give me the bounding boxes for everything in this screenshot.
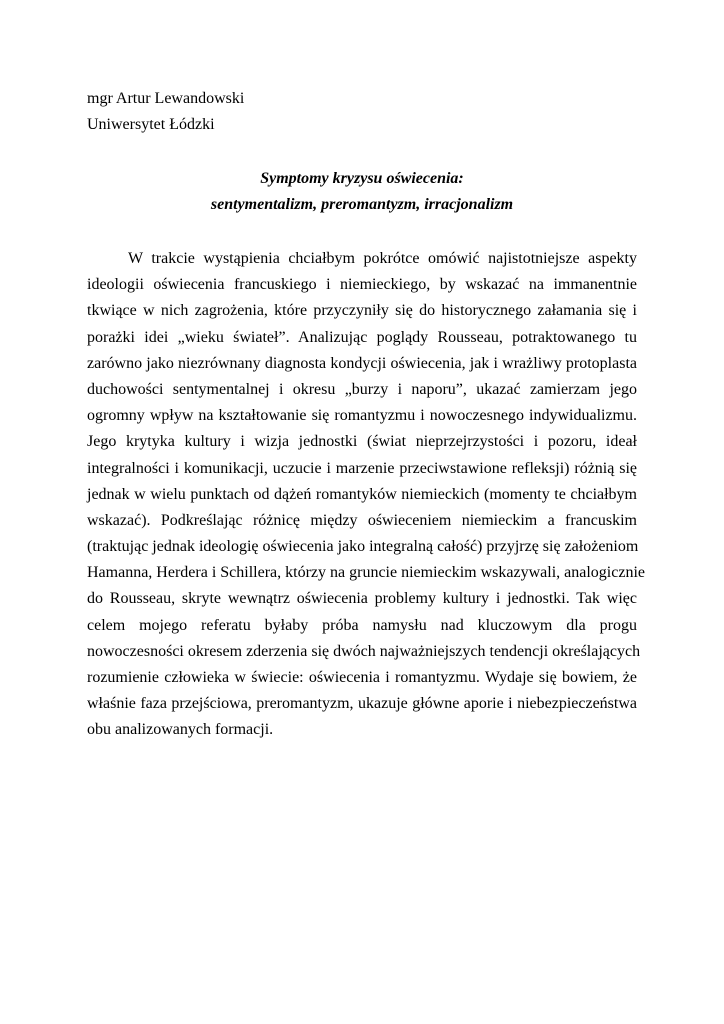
paragraph-line: nowoczesności okresem zderzenia się dwóch najważniejszych tendencji określających: [87, 642, 641, 660]
paragraph-line: ogromny wpływ na kształtowanie się romantyzmu i nowoczesnego indywidualizmu.: [87, 407, 637, 425]
title-block: [87, 166, 637, 218]
paragraph-line: Jego krytyka kultury i wizja jednostki (świat nieprzejrzystości i pozoru, ideał: [87, 433, 637, 451]
title-line-1: Symptomy kryzysu oświecenia:: [260, 170, 464, 187]
paragraph-line: do Rousseau, skryte wewnątrz oświecenia problemy kultury i jednostki. Tak więc: [87, 590, 637, 608]
paragraph-line: tkwiące w nich zagrożenia, które przyczyniły się do historycznego załamania się i: [87, 302, 637, 320]
paragraph-line: obu analizowanych formacji.: [87, 721, 274, 739]
paragraph-line: ideologii oświecenia francuskiego i niemieckiego, by wskazać na immanentnie: [87, 276, 637, 294]
paragraph-line: porażki idei „wieku świateł”. Analizując poglądy Rousseau, potraktowanego tu: [87, 328, 637, 346]
author-affiliation: Uniwersytet Łódzki: [87, 116, 215, 133]
paragraph-line: zarówno jako niezrównany diagnosta kondycji oświecenia, jak i wrażliwy protoplasta: [87, 354, 637, 372]
paragraph-line: duchowości sentymentalnej i okresu „burzy i naporu”, ukazać zamierzam jego: [87, 380, 637, 398]
paragraph-line: wskazać). Podkreślając różnicę między oświeceniem niemieckim a francuskim: [87, 511, 637, 529]
title-line-2: sentymentalizm, preromantyzm, irracjonalizm: [210, 196, 514, 213]
author-name: mgr Artur Lewandowski: [87, 90, 245, 107]
paragraph-line: rozumienie człowieka w świecie: oświecenia i romantyzmu. Wydaje się bowiem, że: [87, 669, 637, 686]
paragraph-line: celem mojego referatu byłaby próba namysłu nad kluczowym dla progu: [87, 616, 637, 634]
paragraph-line: (traktując jednak ideologię oświecenia jako integralną całość) przyjrzę się założeniom: [87, 538, 639, 556]
paragraph-line: integralności i komunikacji, uczucie i marzenie przeciwstawione refleksji) różnią się: [87, 459, 637, 477]
author-block: [87, 86, 244, 138]
abstract-paragraph: [87, 246, 645, 744]
paragraph-line: właśnie faza przejściowa, preromantyzm, ukazuje główne aporie i niebezpieczeństwa: [87, 695, 637, 713]
paragraph-line: jednak w wielu punktach od dążeń romantyków niemieckich (momenty te chciałbym: [87, 485, 637, 503]
paragraph-line: Hamanna, Herdera i Schillera, którzy na gruncie niemieckim wskazywali, analogicznie: [87, 564, 645, 582]
paragraph-line: W trakcie wystąpienia chciałbym pokrótce omówić najistotniejsze aspekty: [128, 250, 637, 267]
